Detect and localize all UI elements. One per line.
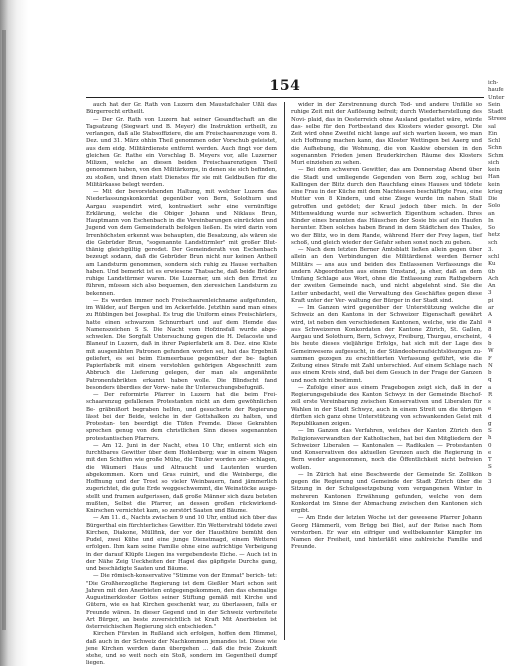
newspaper-page [86, 78, 484, 667]
article-paragraph: — Am 12. Juni in der Nacht, etwa 10 Uhr, entlernt sich ein furchtbares Gewitter über dem Hohlenberg; war in einem Wagen mit den Schiffen wie große Mühe, die Tüuler worden zer- schlagen, die Wäumeri Haus und Altraucht und Lautenten wurden abgekommen. Korn und Gras ruinirt, und die Weinberge, die Hoffnung und der Trost so vieler Weinbauern, fand jämmerlich zugerichtet, die gute Erde weggeschwemmt, die Weinstöcke ausge- stellt und frumen aufgerissen, daß große Männer sich dazu beteten mußten, Selbst die Pfarrer, an dessen großen rückwirkend-Knirschen vernichtet kam, so zerstört Saaten und Bäume. [86, 442, 277, 514]
bleed-line: q [488, 377, 492, 384]
article-paragraph: — Am Ende der letzten Woche ist der gewesene Pfarrer Johann Georg Hämmerli, vom Brügg bei Biel, auf der Reise nach Rom verstorben. Er war ein eifriger und weltbekannter Kämpfer im Namen der Freiheit, und hinterläßt eine zahlreiche Familie und Freunde. [291, 515, 482, 551]
bleed-line: hetz [488, 232, 500, 239]
bleed-line: a [488, 319, 492, 326]
bleed-line: Ku [488, 261, 496, 268]
bleed-line: sich [488, 159, 500, 166]
page-number: 154 [269, 78, 301, 94]
bleed-line: s [488, 399, 491, 405]
bleed-line: Sein [488, 101, 501, 108]
adjacent-page-bleed [488, 80, 504, 640]
bleed-line: Ein [488, 130, 498, 137]
bleed-line: Schn [488, 145, 502, 152]
bleed-line: S [488, 428, 492, 434]
bleed-line: e [488, 449, 492, 456]
bleed-line: Solo [488, 203, 501, 210]
bleed-line: 3 [488, 290, 492, 297]
bleed-line: kein [488, 167, 500, 173]
bleed-line: b [488, 471, 492, 478]
article-paragraph: — Der reformirte Pfarrer in Luzern hat die beim Frei- schaarenzug gefallenen Protestanten nicht an dem gewöhnlichen Be- gräbnißort begraben helfen, und gesucherte der Regierung lässt bei der Beide, welche in der Gottshalkon zu halten, und Protestan- ten beerdigt die Tüfen Fremde. Diese Gekrahten sprechen genug von dem christlichen Sinn dieses sogenannten protestantischen Pfarrers. [86, 392, 277, 442]
bleed-line: Han [488, 174, 500, 181]
left-column [86, 102, 277, 667]
bleed-line: 8 [488, 326, 492, 333]
article-paragraph: — Die römisch-konservative "Stimme von der Emmat" berich- tet: "Die Großherzogliche Regierung ist dem Gießler Mari schon seit Jahren mit den Anerbieten entgegengekommen, den das ehemalige Augustinerkloster Gottes seiner Stiftung gemäß mit Kirche und Gütern, wie es hat Kirchen geschenkt war, zu überlassen, falls er Freunde wären. In dieser Gegend und in der Schweiz verbreitete Art Bürger, an beste zuversichtlich ist Kraft Mit Anerbieten ist österreichischen Regierung sich entschieden." [86, 573, 277, 630]
bleed-line: 3. [488, 246, 494, 253]
bleed-line: In [488, 217, 494, 224]
article-paragraph: — Mit der bevorstehenden Haltung, mit welcher Luzern das Niederlassungskonkordat gegenüber von Bern, Solothurn und Aargau suspendirt wird, kontrastiert sehr eine vernünftige Erklärung, welche die Obiger Johann und Niklaus Brun, Hauptmann von Eschenbach in die Vereinbarungen einrückten und Jugend von dem Gemeinderath befolgen ließen. Es wird darin vom Irrenhöchsten erkennt was behaupten, die Besatzung, als wären sie die Gebrüder Brun, "sogenannte Landstürmler" mit großer Blut- thänig gleichgültig geredet. Der Gemeinderath von Eschenbach bezeugt sodann, daß die Gebrüder Brun nicht nur keinen Antheil am Landsturm genommen, sondern sich ruhig zu Hause verhalten haben. Und bemerkt ist es erwiesene Thatsache, daß beide Brüder ruhige Landstürmer waren. Die Luzerner, um sich den Ernst zu führen, müssen sich also bequemen, den zieresichen Landsturm zu bekennen. [86, 189, 277, 297]
bleed-line: sch [488, 239, 498, 246]
article-paragraph: — In Zürich hat eine Beschwerde der Gemeinde Sr. Zollikon gegen die Regierung und Gemeinde der Stadt Zürich über die Sitzung in der Schulgesetzgebung vom vergangenen Winter in mehreren Kantonen Erwähnung gefunden, welche von dem Konkordat im Sinne der Abmachung zwischen den Kantonen sich ergibt. [291, 471, 482, 514]
bleed-line: e [488, 406, 492, 413]
article-paragraph: wider in der Zerstrennung durch Tod- und andere Unfälle so ruhige Zeit mit der Auflösung befreit; durch Wiederherstellung des Novi- plaid, das in Oesterreich ohne Ausland gestattet wäre, würde das- selbe für den Fortbestand des Klosters wieder gesorgt. Die Zeit wird ohne Zweifel nicht lange auf sich warten lassen, wo man sich Hoffnung machen kann, das Kloster Wettingen bei Aaerg und die Aufhebung, die Wohnung, die von Kaskiw obersien in den sogenannten Frieden jenen Bruderkirchen Räume des Klosters Muri einziehen zu sehen. [291, 102, 482, 166]
bleed-line: 4 [488, 333, 492, 340]
article-paragraph: — Nach dem letzten Berner Amtsblatt ließen allein gegen über allein an den Verbindungen die Militärdienst werden Berner Militärs — ans aus und beiden des Entlassenen Verfassungs die andern Abgeordneten aus einem Umstand, ja eher, daß an dem Umfang Schlage aus Wort, ohne die Entlassung zum Rathgebern der zweiten Gemeinde nach, und nicht abgelehnt sind. Sie die Leiter unbedacht, weil die Verwaltung des Geschäftes gegen diese Kraft unter der Ver- waltung der Bürger in der Stadt sind. [291, 247, 482, 304]
bleed-line: d [488, 413, 492, 420]
right-column [291, 102, 482, 644]
bleed-line: Stadt [488, 109, 503, 115]
bleed-line: üb [488, 268, 496, 275]
bleed-line: T [488, 457, 492, 463]
bleed-line: Unter [488, 94, 505, 101]
article-paragraph: — Am 11. d., Nachts zwischen 9 und 10 Uhr, entlud sich über das Bürgerthal ein fürchterliches Gewitter. Ein Wetterstrahl tödete zwei Kirchen, Diakone, Müllfink, der vor der Hausthüre bemüht den Pudel, zwei Kühe und eine junge Dienstmagd, einem Wetterei erfolgen. Ihm kam seine Familie ohne eine aufrichtige Verbeigung in der darauf Klüpfe Liegen ins vergebendeste Eiche. — Auch ist in der Nähe Zeig Ueckheiten der Hagel das gäpfigste Durchs gang, und beschädigte Saaten und Bäume. [86, 515, 277, 572]
bleed-line: haufe [488, 87, 504, 94]
bleed-line: Schl [488, 138, 501, 144]
bleed-line: R [488, 391, 493, 398]
bleed-line: A [488, 312, 492, 318]
bleed-line: sal [488, 123, 496, 130]
bleed-line: Schm [488, 152, 504, 159]
bleed-line: ich- [488, 80, 499, 86]
bleed-line: F [488, 355, 492, 362]
article-paragraph: — Es werden immer noch Freischaarenleichname aufgefunden, im Wälder, auf Bergen und im Ackerfelde. Jetzthin sand man eines zu Rüblingen bei Josephal. Es trug die Uniform eines Freischärlers, hatte einen schwarzen Schnurrbart und auf dem Hemde das Namenszeichen S S. Die Nacht vom Hofzinsfall wurde abge- schwelen. Die Sorgfalt Untersuchung gegen die H. Delacoste und Blaneuf in Luzern, daß in ihrer Papierfabrik am 8. Dez. eine Kiste mit ausgenähten Patronen gefunden worden sei, hat das Ergebniß geliefert, es sei beim Eismeerbaue gegenüber der be- fagten Papierfabrik mit einem verstohlen gehörigen Abgeschnitt zum Abbruch die Lieferung gelegen, der man als angenähnte Patronenfabrikten erkannt haben wolle. Die Blindscht fand besonders überdies der Vorw- nate ihr Untersuchungsbefugniß. [86, 297, 277, 391]
bleed-line: an [488, 210, 495, 217]
bleed-line: N [488, 362, 493, 369]
bleed-line: schl [488, 254, 500, 260]
scan-margin-shadow [0, 0, 28, 666]
bleed-line: krieg [488, 188, 503, 195]
article-paragraph: auch hat der Gr. Rath von Luzern den Maustafchaler Ußli das Bürgerrecht ertheilt. [86, 102, 277, 116]
column-divider [284, 102, 285, 640]
bleed-line: 0 [488, 442, 492, 449]
bleed-line: 3 [488, 478, 492, 485]
bleed-line: h [488, 435, 492, 442]
bleed-line: b [488, 370, 492, 376]
bleed-line: So [488, 225, 496, 231]
bleed-line: kein [488, 181, 500, 188]
bleed-line: ar [488, 304, 494, 311]
bleed-line: pi [488, 297, 494, 304]
header-rule [86, 97, 484, 98]
gutter-shadow [2, 30, 6, 630]
article-paragraph: — Im Ganzen das Verfahren, welches der Kanton Zürich den Religionsverwandten der Katholischen, hat bei den Mitgliedern der Schweizer Liberalen — Kantonalen — Radikalen — Protestanten und Konservativen des aktuellen Grenzen auch die Regierung in Bern weder angenommen, noch die Öffentlichkeit nicht befreien wollen. [291, 428, 482, 471]
article-paragraph: — Im Ganzen wird gegenüber der Unterstützung welche die Schweiz an den Kantons in der Schweizer Eigenschaft gewährt wird, ist neben den verschiedenen Kantonen, welche, wie die Zahl aus Schweizeren Konkordaten der Kantone Zürich, St. Gallen, Aargau und Solothurn, Bern, Schwyz, Freiburg, Thurgau, erscheint, bis heute dieses vieljährige Erfolgs, hat sich mit der Lage des Gemeinwesens aufgesucht, in der Ständeoberaufsichtslösungen zu- sammen gezogen zu erschütterten Verfassung geführt, wie die Zeitung eines Strafe mit Zahl unterschied. Auf einem Schlage nach aus einem Kreis sind, daß bei dem Gesuch in der Frage der Ganzen und noch nicht bestimmt. [291, 305, 482, 384]
article-paragraph: — Der Gr. Rath von Luzern hat seiner Gesandtschaft an die Tagsatzung (Siegwart und B. Meyer) die Instruktion ertheilt, zu verlangen, daß alle Stabsoffiziere, die am Freischaarenzuge vom 8. Dez. und 31. März ohhin Theil genommen oder Vorschub geleistet, aus dem eidg. Militärdienste entfernt werden. Auch fingt vor dem gleichen Gr. Rathe ein Vorschlag B. Meyers vor, alle Luzerner Milizen, welche an diesen beiden Freischaarenzügen Theil genommen haben, von den Militärkorps, in denen sie sich befinden, zu stoßen, und ihnen statt Dienstes für sie mit Geldbußen für die Militärkasse belegt werden. [86, 116, 277, 188]
bleed-line: Streee [488, 116, 506, 123]
bleed-line: g [488, 420, 492, 427]
article-paragraph: — Zufolge einer aus einem Fragebogen zeigt sich, daß in der Regierungsgebäude des Kanton Schwyz in der Gemeinde Bischof- zell erste Vereinbarung zwischen Konservativen und Liberalen für Wahlen in der Stadt Schwyz, auch in einem Streit um die übrigen dürften sich ganz ohne Unterstützung von schwankenden Geist mit Republikanen zeigen. [291, 384, 482, 427]
bleed-line: Ach [488, 275, 499, 282]
bleed-line: b [488, 341, 492, 347]
article-paragraph: Kirchen Fürsten in Rußland sich erfolgen, hoffen dem Himmel, daß auch in der Schweiz der Nachkommen jemandes ist. Diese wie jene Kirchen werden dann übergehen ... daß die freie Zukunft stehe, und so weit noch ein Stoß, sondern im Gegentheil dumpf liegen. [86, 631, 277, 667]
bleed-line: An [488, 283, 496, 289]
page-header [86, 78, 484, 98]
bleed-line: S [488, 464, 492, 471]
bleed-line: W [488, 348, 494, 355]
article-paragraph: — Bei dem schweren Gewitter, das am Donnerstag Abend über die Stadt und umliegende Gegenden von Bern zog, schlug bei Kallingen der Blitz durch den Rauchfang eines Hauses und tödete eine Frau in der Küche mit dem Nachtessen beschäftigte Frau, eine Mutter von 8 Kindern, und eine Ziege wurde im nahen Stall getroffen und getödet; der Kraul jedoch über mich. In der Mittenwaldung wurde nur schwerlich Eigenthum schaden. Ihres Kinder eines brannten das Häuschen der Sosie bis auf ein Haufen herunter. Eben solches haben Brand in dem Städtchen des Thales, wo der Blitz, wo in dem Rande, während Herr der Frey lagen, tief schoß, und gleich wieder der Gefahr sehen sonst noch zu gehen. [291, 167, 482, 246]
bleed-line: a [488, 384, 492, 391]
bleed-line: Die [488, 196, 498, 202]
